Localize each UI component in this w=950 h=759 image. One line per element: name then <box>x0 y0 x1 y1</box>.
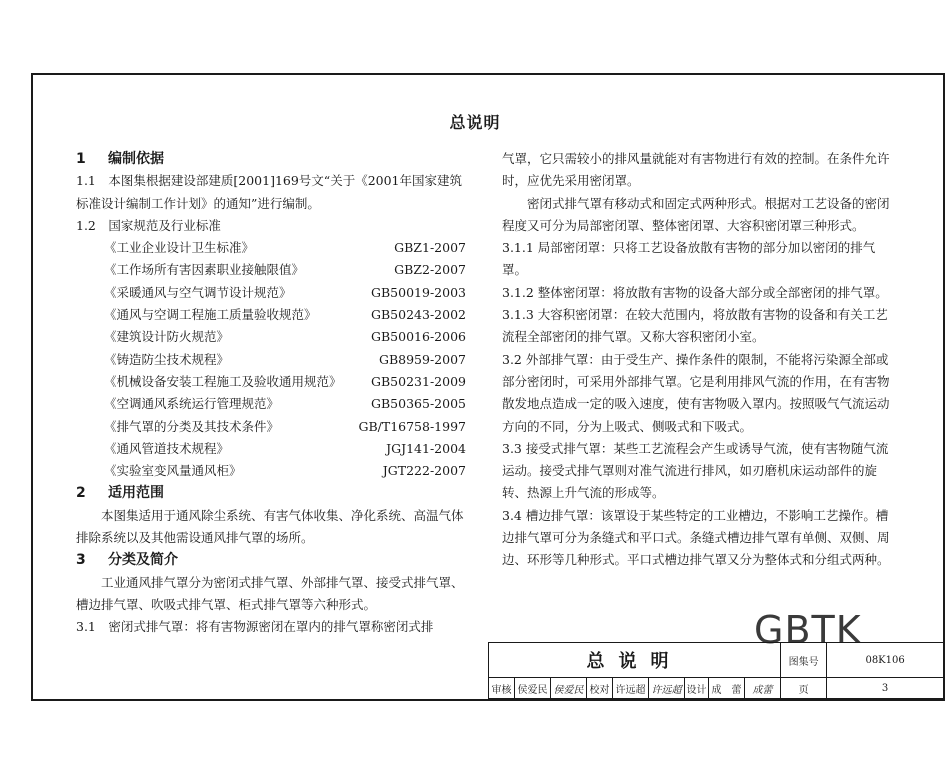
standard-row <box>76 237 468 259</box>
standard-row <box>76 326 468 348</box>
standard-row <box>76 282 468 304</box>
standard-name: 《机械设备安装工程施工及验收通用规范》 <box>104 373 342 389</box>
paragraph-r0: 气罩，它只需较小的排风量就能对有害物进行有效的控制。在条件允许时，应优先采用密闭罩。 <box>502 151 890 189</box>
atlas-number-label: 图集号 <box>781 643 827 678</box>
design-label: 设计 <box>685 678 709 699</box>
paragraph-3-3: 3.3 接受式排气罩：某些工艺流程会产生或诱导气流，使有害物随气流运动。接受式排气罩则对准气流进行排风，如刃磨机床运动部件的旋转、热源上升气流的形成等。 <box>502 440 889 501</box>
title-block <box>488 642 943 699</box>
standard-name: 《建筑设计防火规范》 <box>104 329 230 345</box>
standard-row <box>76 304 468 326</box>
standard-name: 《工作场所有害因素职业接触限值》 <box>104 262 305 278</box>
paragraph-3: 工业通风排气罩分为密闭式排气罩、外部排气罩、接受式排气罩、槽边排气罩、吹吸式排气罩、柜式排气罩等六种形式。 <box>76 574 464 612</box>
standard-code: GBZ2-2007 <box>394 262 466 278</box>
standard-code: GB8959-2007 <box>378 351 466 367</box>
standard-code: GB50019-2003 <box>371 284 466 300</box>
right-column <box>502 148 896 572</box>
page-number: 3 <box>827 678 944 699</box>
standard-code: GB50243-2002 <box>371 307 466 323</box>
design-name: 成 蕾 <box>709 678 745 699</box>
standard-name: 《实验室变风量通风柜》 <box>104 463 242 479</box>
page-title: 总说明 <box>449 113 501 132</box>
watermark: GBTK <box>754 608 862 652</box>
section-2-heading: 2 适用范围 <box>76 485 164 502</box>
paragraph-2: 本图集适用于通风除尘系统、有害气体收集、净化系统、高温气体排除系统以及其他需设通风排气罩的场所。 <box>76 507 464 546</box>
standard-name: 《通风管道技术规程》 <box>104 440 230 456</box>
page-label: 页 <box>781 678 827 699</box>
paragraph-3-1-3: 3.1.3 大容积密闭罩：在较大范围内，将放散有害物的设备和有关工艺流程全部密闭的排气罩。又称大容积密闭小室。 <box>502 307 888 345</box>
standard-row <box>76 460 468 482</box>
paragraph-3-1-1: 3.1.1 局部密闭罩：只将工艺设备放散有害物的部分加以密闭的排气罩。 <box>502 240 876 278</box>
paragraph-1-2: 1.2 国家规范及行业标准 <box>76 217 221 233</box>
standard-row <box>76 393 468 415</box>
review-signature: 侯爱民 <box>551 678 587 699</box>
standard-code: GB/T16758-1997 <box>358 418 466 434</box>
standard-row <box>76 259 468 281</box>
standard-code: JGJ141-2004 <box>386 440 466 456</box>
standard-name: 《工业企业设计卫生标准》 <box>104 240 255 256</box>
check-signature: 许远超 <box>649 678 685 699</box>
review-name: 侯爱民 <box>515 678 551 699</box>
standard-row <box>76 371 468 393</box>
standard-code: GB50231-2009 <box>371 373 466 389</box>
standard-name: 《采暖通风与空气调节设计规范》 <box>104 284 292 300</box>
design-signature: 成蕾 <box>745 678 781 699</box>
paragraph-3-1-2: 3.1.2 整体密闭罩：将放散有害物的设备大部分或全部密闭的排气罩。 <box>502 284 888 300</box>
standard-code: GBZ1-2007 <box>394 240 466 256</box>
review-label: 审核 <box>489 678 515 699</box>
standards-list <box>76 237 468 482</box>
drawing-title: 总说明 <box>489 643 781 678</box>
standard-name: 《空调通风系统运行管理规范》 <box>104 396 280 412</box>
standard-name: 《通风与空调工程施工质量验收规范》 <box>104 307 317 323</box>
standard-code: GB50016-2006 <box>371 329 466 345</box>
standard-row <box>76 438 468 460</box>
standard-code: JGT222-2007 <box>382 463 466 479</box>
check-label: 校对 <box>587 678 613 699</box>
standard-name: 《铸造防尘技术规程》 <box>104 351 230 367</box>
paragraph-r1: 密闭式排气罩有移动式和固定式两种形式。根据对工艺设备的密闭程度又可分为局部密闭罩、整体密闭罩、大容积密闭罩三种形式。 <box>502 195 890 233</box>
paragraph-3-4: 3.4 槽边排气罩：该罩设于某些特定的工业槽边，不影响工艺操作。槽边排气罩可分为条缝式和平口式。条缝式槽边排气罩有单侧、双侧、周边、环形等几种形式。平口式槽边排气罩又分为整体式和分组式两种。 <box>502 507 890 568</box>
standard-name: 《排气罩的分类及其技术条件》 <box>104 418 280 434</box>
standard-code: GB50365-2005 <box>371 396 466 412</box>
standard-row <box>76 416 468 438</box>
check-name: 许远超 <box>613 678 649 699</box>
paragraph-3-2: 3.2 外部排气罩：由于受生产、操作条件的限制，不能将污染源全部或部分密闭时，可采用外部排气罩。它是利用排风气流的作用，在有害物散发地点造成一定的吸入速度，使有害物吸入罩内。按照吸气气流运动方向的不同，分为上吸式、侧吸式和下吸式。 <box>502 351 890 434</box>
paragraph-1-1: 1.1 本图集根据建设部建质[2001]169号文“关于《2001年国家建筑标准设计编制工作计划》的通知”进行编制。 <box>76 173 463 211</box>
standard-row <box>76 349 468 371</box>
paragraph-3-1: 3.1 密闭式排气罩：将有害物源密闭在罩内的排气罩称密闭式排 <box>76 619 434 635</box>
atlas-number: 08K106 <box>827 643 944 678</box>
section-3-heading: 3 分类及简介 <box>76 552 178 569</box>
left-column <box>76 148 468 639</box>
section-1-heading: 1 编制依据 <box>76 151 164 167</box>
